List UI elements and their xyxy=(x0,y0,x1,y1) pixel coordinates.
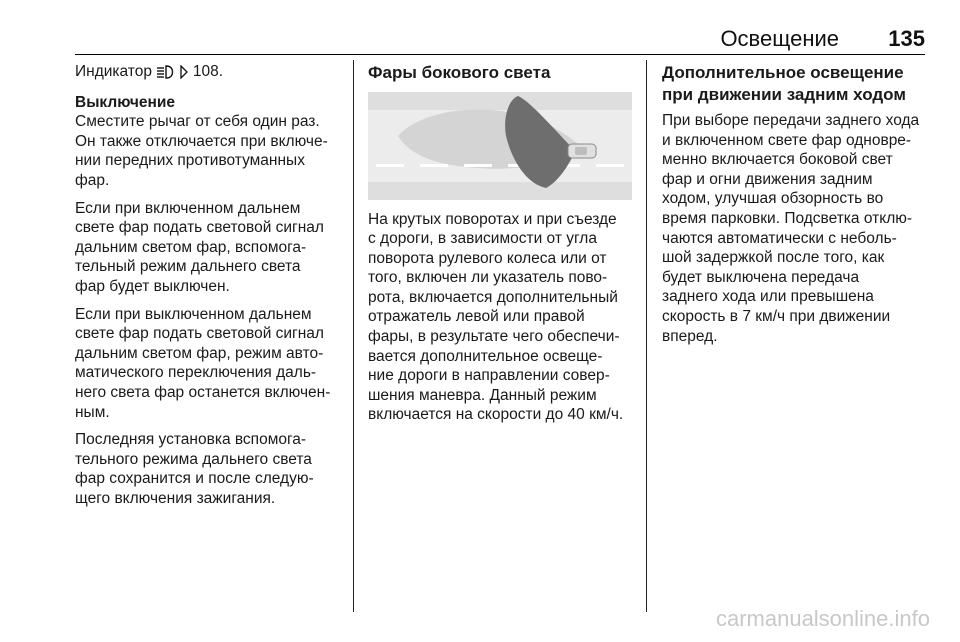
text-line: рота, включается дополнительный xyxy=(368,288,618,306)
text-line: На крутых поворотах и при съезде xyxy=(368,210,617,228)
paragraph-reverse-lighting xyxy=(662,111,930,346)
page-number: 135 xyxy=(888,26,925,51)
cornering-light-illustration xyxy=(368,92,632,200)
text-line: Если при выключенном дальнем xyxy=(75,305,312,323)
column-divider-1 xyxy=(353,60,354,612)
text-line: фар будет выключен. xyxy=(75,277,230,295)
text-line: него света фар останется включен- xyxy=(75,383,331,401)
text-line: скорость в 7 км/ч при движении xyxy=(662,307,891,325)
text-line: вается дополнительное освеще- xyxy=(368,347,603,365)
indicator-line xyxy=(75,62,347,85)
paragraph-flash-off xyxy=(75,305,347,423)
indicator-ref-page: 108. xyxy=(192,63,224,80)
text-line: ходом, улучшая обзорность во xyxy=(662,190,884,208)
text-line: и включенном свете фар одновре- xyxy=(662,131,912,149)
text-line: время парковки. Подсветка отклю- xyxy=(662,209,913,227)
section-heading-off: Выключение xyxy=(75,93,176,111)
text-line: Сместите рычаг от себя один раз. xyxy=(75,113,320,131)
page-reference-arrow-icon xyxy=(179,65,189,85)
text-line: фар и огни движения задним xyxy=(662,170,873,188)
text-line: шения маневра. Данный режим xyxy=(368,386,597,404)
text-line: Если при включенном дальнем xyxy=(75,199,301,217)
text-line: тельного режима дальнего света xyxy=(75,450,312,468)
text-line: с дороги, в зависимости от угла xyxy=(368,230,597,248)
text-line: заднего хода или превышена xyxy=(662,288,874,306)
text-line: ным. xyxy=(75,403,110,421)
text-line: будет выключена передача xyxy=(662,268,860,286)
section-off xyxy=(75,93,347,191)
text-line: щего включения зажигания. xyxy=(75,489,276,507)
text-line: дальним светом фар, режим авто- xyxy=(75,344,324,362)
column-2 xyxy=(368,62,636,433)
section-heading-cornering-lights: Фары бокового света xyxy=(368,63,551,82)
text-line: менно включается боковой свет xyxy=(662,151,893,169)
text-line: того, включен ли указатель пово- xyxy=(368,269,608,287)
text-line: При выборе передачи заднего хода xyxy=(662,112,920,129)
high-beam-assist-icon xyxy=(156,65,174,85)
paragraph-cornering-lights xyxy=(368,210,636,426)
text-line: отражатель левой или правой xyxy=(368,308,585,326)
page-title: Освещение xyxy=(720,26,839,51)
section-heading-reverse-lighting-2: при движении задним ходом xyxy=(662,84,906,104)
text-line: матического переключения даль- xyxy=(75,364,317,382)
page-header xyxy=(75,24,925,55)
text-line: включается на скорости до 40 км/ч. xyxy=(368,406,624,424)
text-line: Последняя установка вспомога- xyxy=(75,431,307,449)
section-heading-reverse-lighting: Дополнительное освещение xyxy=(662,63,904,82)
text-line: свете фар подать световой сигнал xyxy=(75,219,324,237)
text-line: поворота рулевого колеса или от xyxy=(368,249,607,267)
text-line: нии передних противотуманных xyxy=(75,152,305,170)
column-1 xyxy=(75,62,347,516)
column-3 xyxy=(662,62,930,354)
paragraph-last-setting xyxy=(75,430,347,508)
column-divider-2 xyxy=(646,60,647,612)
text-line: тельный режим дальнего света xyxy=(75,258,301,276)
text-line: вперед. xyxy=(662,327,718,345)
text-line: Он также отключается при включе- xyxy=(75,132,328,150)
text-line: свете фар подать световой сигнал xyxy=(75,325,324,343)
text-line: ние дороги в направлении совер- xyxy=(368,367,610,385)
text-line: фар. xyxy=(75,171,110,189)
text-line: шой задержкой после того, как xyxy=(662,249,885,267)
text-line: фар сохранится и после следую- xyxy=(75,470,314,488)
text-line: чаются автоматически с неболь- xyxy=(662,229,897,247)
text-line: фары, в результате чего обеспечи- xyxy=(368,328,620,346)
text-line: дальним светом фар, вспомога- xyxy=(75,238,307,256)
watermark: carmanualsonline.info xyxy=(715,606,930,631)
indicator-prefix: Индикатор xyxy=(75,63,152,80)
paragraph-flash-on xyxy=(75,199,347,297)
